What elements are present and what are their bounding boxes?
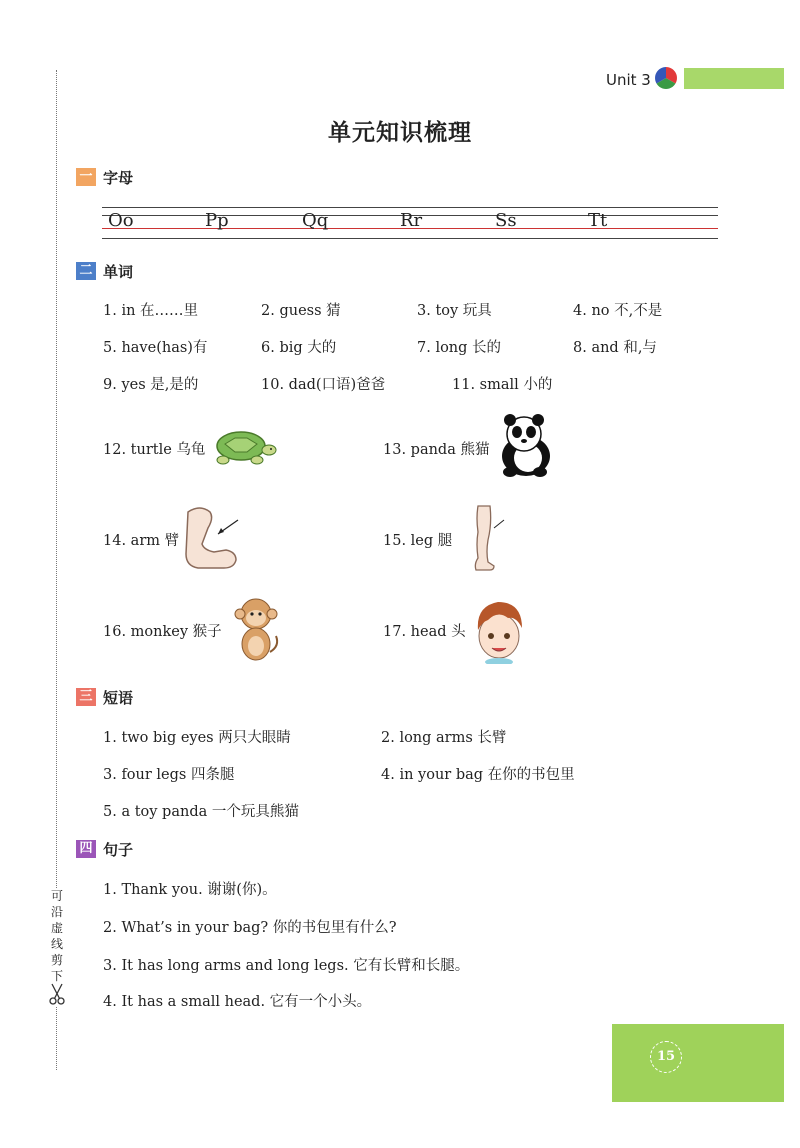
- unit-ball-icon: [654, 66, 678, 90]
- letter-pair: Oo: [108, 210, 134, 231]
- scissors-icon: [47, 982, 67, 1006]
- section-badge-words: 二: [76, 262, 96, 280]
- section-badge-letters: 一: [76, 168, 96, 186]
- section-title-letters: 字母: [103, 169, 134, 187]
- leg-icon: [464, 504, 508, 572]
- panda-icon: [496, 414, 556, 478]
- section-badge-phrases: 三: [76, 688, 96, 706]
- word-item: 1. in 在……里: [103, 303, 199, 319]
- letter-pair: Pp: [205, 210, 229, 231]
- word-item: 8. and 和,与: [573, 340, 657, 356]
- sentence-item: 2. What’s in your bag? 你的书包里有什么?: [103, 920, 397, 936]
- word-item: 2. guess 猜: [261, 303, 341, 319]
- word-item: 10. dad(口语)爸爸: [261, 377, 386, 393]
- alphabet-line: [102, 238, 718, 239]
- word-item: 3. toy 玩具: [417, 303, 492, 319]
- monkey-icon: [230, 596, 282, 664]
- letter-pair: Tt: [588, 210, 608, 231]
- word-item: 5. have(has)有: [103, 340, 208, 356]
- word-item: 16. monkey 猴子: [103, 624, 222, 640]
- letter-pair: Ss: [495, 210, 517, 231]
- section-badge-sentences: 四: [76, 840, 96, 858]
- footer-green-block: [612, 1024, 784, 1102]
- section-title-phrases: 短语: [103, 689, 134, 707]
- word-item: 7. long 长的: [417, 340, 502, 356]
- word-item: 15. leg 腿: [383, 533, 453, 549]
- turtle-icon: [205, 420, 277, 468]
- section-title-sentences: 句子: [103, 841, 134, 859]
- word-item: 4. no 不,不是: [573, 303, 663, 319]
- word-item: 9. yes 是,是的: [103, 377, 199, 393]
- page-title: 单元知识梳理: [328, 120, 472, 146]
- phrase-item: 4. in your bag 在你的书包里: [381, 767, 575, 783]
- page-number: 15: [650, 1041, 682, 1073]
- sentence-item: 4. It has a small head. 它有一个小头。: [103, 994, 372, 1010]
- phrase-item: 1. two big eyes 两只大眼睛: [103, 730, 291, 746]
- word-item: 13. panda 熊猫: [383, 442, 490, 458]
- word-item: 11. small 小的: [452, 377, 553, 393]
- word-item: 17. head 头: [383, 624, 466, 640]
- unit-label: Unit 3: [606, 71, 651, 89]
- phrase-item: 2. long arms 长臂: [381, 730, 507, 746]
- sentence-item: 3. It has long arms and long legs. 它有长臂和长腿。: [103, 958, 470, 974]
- word-item: 6. big 大的: [261, 340, 337, 356]
- sentence-item: 1. Thank you. 谢谢(你)。: [103, 882, 277, 898]
- word-item: 14. arm 臂: [103, 533, 180, 549]
- letter-pair: Rr: [400, 210, 423, 231]
- letter-pair: Qq: [302, 210, 329, 231]
- phrase-item: 3. four legs 四条腿: [103, 767, 235, 783]
- section-title-words: 单词: [103, 263, 134, 281]
- head-icon: [468, 596, 530, 664]
- alphabet-line: [102, 207, 718, 208]
- phrase-item: 5. a toy panda 一个玩具熊猫: [103, 804, 299, 820]
- arm-icon: [180, 504, 242, 570]
- header-green-bar: [684, 68, 784, 89]
- cut-instruction: 可 沿 虚 线 剪 下: [50, 889, 63, 983]
- word-item: 12. turtle 乌龟: [103, 442, 206, 458]
